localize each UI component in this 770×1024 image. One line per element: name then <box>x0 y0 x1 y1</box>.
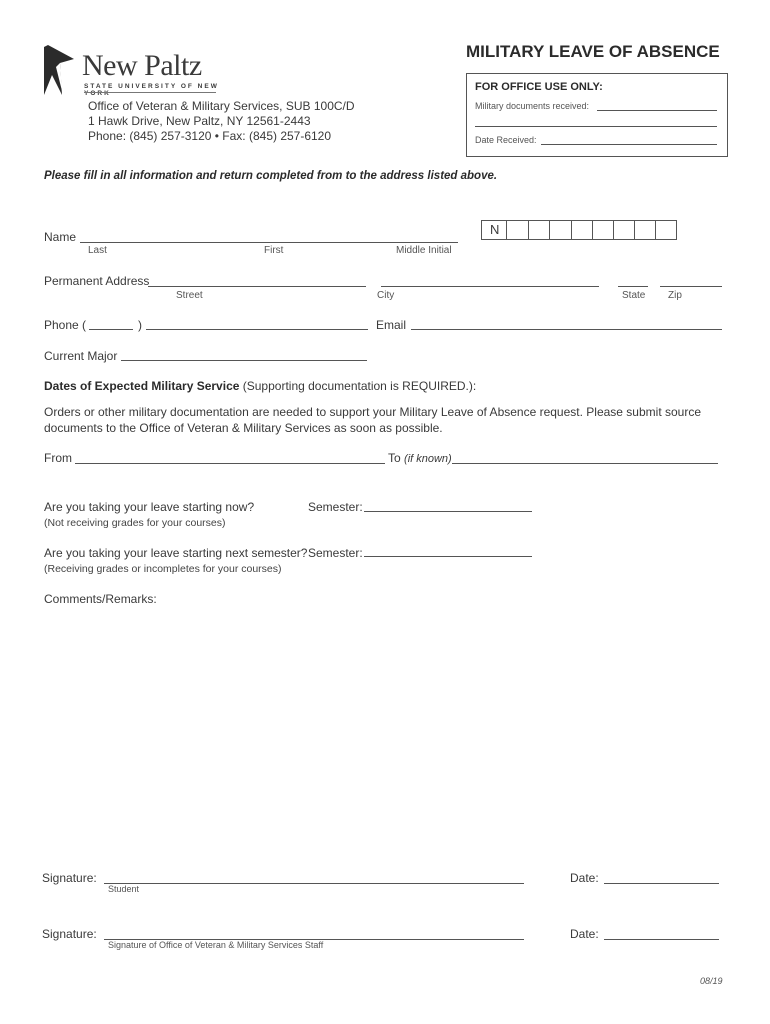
service-para-line2: documents to the Office of Veteran & Military Services as soon as possible. <box>44 421 443 435</box>
zip-field[interactable] <box>660 286 722 287</box>
logo <box>42 45 222 100</box>
to-note: (if known) <box>404 453 452 465</box>
student-date-field[interactable] <box>604 883 719 884</box>
leave-next-semester-label: Semester: <box>308 546 363 560</box>
last-caption: Last <box>88 245 107 256</box>
docs-received-field[interactable] <box>597 110 717 111</box>
service-para-line1: Orders or other military documentation are needed to support your Military Leave of Absence request. Please submit source <box>44 405 702 419</box>
zip-caption: Zip <box>668 290 682 301</box>
leave-next-note: (Receiving grades or incompletes for your courses) <box>44 563 282 575</box>
student-date-label: Date: <box>570 871 599 885</box>
current-major-field[interactable] <box>121 360 367 361</box>
email-label: Email <box>376 318 407 332</box>
phone-close-paren: ) <box>138 318 142 332</box>
current-major-label: Current Major <box>44 349 118 363</box>
service-heading-rest: (Supporting documentation is REQUIRED.): <box>239 379 477 393</box>
office-address-line3: Phone: (845) 257-3120 • Fax: (845) 257-6120 <box>88 129 332 143</box>
date-received-field[interactable] <box>541 144 717 145</box>
to-label-text: To <box>388 451 401 465</box>
name-field[interactable] <box>80 242 458 243</box>
instructions: Please fill in all information and return completed from to the address listed above. <box>44 170 498 182</box>
n-prefix: N <box>490 222 500 237</box>
state-caption: State <box>622 290 646 301</box>
student-signature-field[interactable] <box>104 883 524 884</box>
logo-subtitle: STATE UNIVERSITY OF NEW YORK <box>84 83 219 97</box>
office-use-box <box>466 73 728 157</box>
phone-label: Phone ( <box>44 318 87 332</box>
street-field[interactable] <box>148 286 366 287</box>
staff-date-field[interactable] <box>604 939 719 940</box>
staff-signature-label: Signature: <box>42 927 97 941</box>
first-caption: First <box>264 245 284 256</box>
office-address-line2: 1 Hawk Drive, New Paltz, NY 12561-2443 <box>88 114 311 128</box>
email-field[interactable] <box>411 329 722 330</box>
office-use-heading: FOR OFFICE USE ONLY: <box>475 81 603 93</box>
leave-now-note: (Not receiving grades for your courses) <box>44 517 226 529</box>
student-signature-label: Signature: <box>42 871 97 885</box>
from-label: From <box>44 451 72 465</box>
leave-next-question: Are you taking your leave starting next semester? <box>44 546 308 560</box>
leave-now-semester-field[interactable] <box>364 511 532 512</box>
to-label <box>388 451 452 465</box>
logo-name: New Paltz <box>82 49 202 82</box>
phone-number-field[interactable] <box>146 329 368 330</box>
new-paltz-mark-icon <box>42 45 76 97</box>
phone-area-code-field[interactable] <box>89 329 133 330</box>
leave-now-semester-label: Semester: <box>308 500 363 514</box>
docs-received-field-2[interactable] <box>475 126 717 127</box>
docs-received-label: Military documents received: <box>475 101 590 111</box>
comments-label: Comments/Remarks: <box>44 592 157 606</box>
city-caption: City <box>377 290 395 301</box>
middle-initial-caption: Middle Initial <box>396 245 452 256</box>
state-field[interactable] <box>618 286 648 287</box>
student-caption: Student <box>108 884 140 894</box>
form-title: MILITARY LEAVE OF ABSENCE <box>466 42 720 61</box>
leave-now-question: Are you taking your leave starting now? <box>44 500 255 514</box>
service-heading-bold: Dates of Expected Military Service <box>44 379 240 393</box>
staff-caption: Signature of Office of Veteran & Military Services Staff <box>108 940 324 950</box>
service-heading <box>44 379 476 393</box>
revision-date: 08/19 <box>700 976 723 986</box>
street-caption: Street <box>176 290 203 301</box>
n-number-field[interactable] <box>481 220 677 240</box>
from-date-field[interactable] <box>75 463 385 464</box>
name-label: Name <box>44 230 77 244</box>
leave-next-semester-field[interactable] <box>364 556 532 557</box>
comments-area[interactable] <box>44 612 724 852</box>
to-date-field[interactable] <box>452 463 718 464</box>
staff-date-label: Date: <box>570 927 599 941</box>
office-address-line1: Office of Veteran & Military Services, SUB 100C/D <box>88 99 355 113</box>
permanent-address-label: Permanent Address <box>44 274 150 288</box>
date-received-label: Date Received: <box>475 135 537 145</box>
city-field[interactable] <box>381 286 599 287</box>
